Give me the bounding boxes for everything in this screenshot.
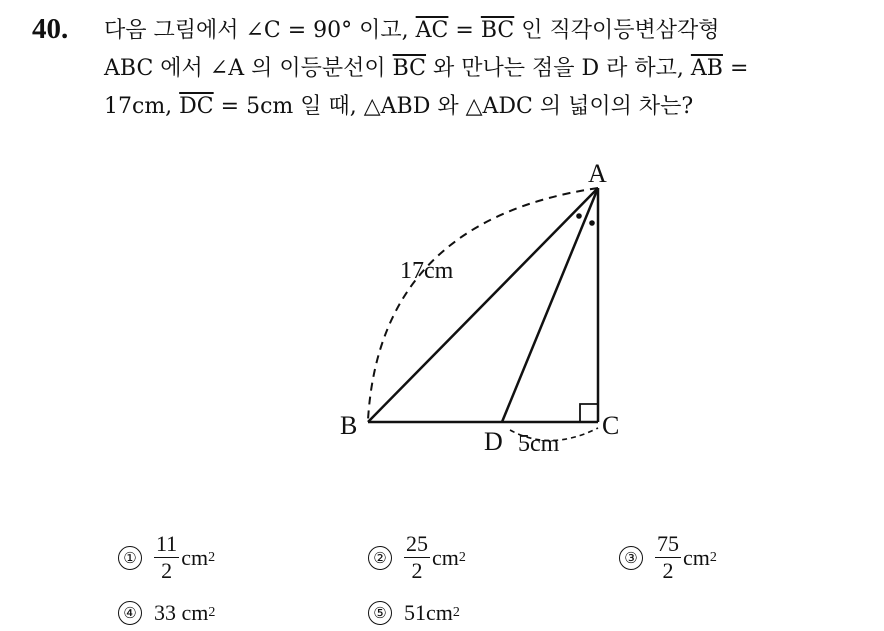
choice-2-denominator: 2: [411, 558, 423, 583]
ab-length-label: 17cm: [400, 258, 454, 284]
line1-eq: =: [448, 18, 481, 43]
segment-dc: $\overline{DC}$: [179, 94, 214, 119]
choice-5[interactable]: [368, 600, 460, 626]
choice-3[interactable]: [619, 533, 717, 582]
angle-mark-2: [589, 220, 595, 226]
right-angle-mark: [580, 404, 598, 422]
choice-1-numerator: 11: [156, 531, 178, 556]
segment-ab: $\overline{AB}$: [690, 56, 723, 81]
line2-mid: 와 만나는 점을 D 라 하고,: [426, 56, 691, 81]
choice-5-unit: cm: [426, 600, 453, 625]
segment-bc-2: $\overline{BC}$: [392, 56, 427, 81]
choice-3-exponent: 2: [709, 549, 717, 565]
choice-2-fraction: [404, 533, 430, 582]
angle-mark-1: [576, 213, 582, 219]
choice-4-value: 33: [154, 600, 176, 625]
segment-bc: $\overline{BC}$: [480, 18, 515, 43]
point-a-label: A: [588, 159, 607, 188]
choice-1[interactable]: [118, 533, 215, 582]
choice-2-exponent: 2: [458, 549, 466, 565]
triangle-figure: [320, 150, 650, 470]
point-c-label: C: [602, 411, 620, 440]
choice-2-mark: ②: [368, 546, 392, 570]
choice-3-denominator: 2: [662, 558, 674, 583]
segment-ac: $\overline{AC}$: [415, 18, 449, 43]
point-b-label: B: [340, 411, 358, 440]
choice-1-exponent: 2: [208, 549, 216, 565]
triangle-svg: [320, 150, 650, 470]
line3-post: = 5cm 일 때, △ABD 와 △ADC 의 넓이의 차는?: [213, 94, 694, 119]
question-number: 40.: [32, 13, 69, 45]
question-line-2: [104, 54, 748, 84]
line3-pre: 17cm,: [104, 94, 180, 119]
choice-3-unit: cm: [683, 544, 710, 570]
line2-pre: ABC 에서 ∠A 의 이등분선이: [104, 56, 393, 81]
choice-5-value: 51: [404, 600, 426, 625]
choice-3-mark: ③: [619, 546, 643, 570]
bisector-ad: [502, 188, 598, 422]
side-ab: [368, 188, 598, 422]
choice-3-fraction: [655, 533, 681, 582]
choice-4-unit: cm: [176, 600, 209, 625]
line1-pre: 다음 그림에서 ∠C = 90° 이고,: [104, 18, 416, 43]
question-line-3: [104, 92, 693, 122]
choice-1-mark: ①: [118, 546, 142, 570]
choice-1-denominator: 2: [161, 558, 173, 583]
dc-length-label: 5cm: [518, 431, 560, 457]
question-line-1: [104, 16, 720, 46]
choice-2-unit: cm: [432, 544, 459, 570]
choice-4-exponent: 2: [208, 605, 216, 620]
choice-5-exponent: 2: [452, 605, 460, 620]
choice-2-numerator: 25: [406, 531, 428, 556]
point-d-label: D: [484, 427, 503, 456]
choice-4[interactable]: [118, 600, 215, 626]
choice-1-fraction: [154, 533, 179, 582]
choice-2[interactable]: [368, 533, 466, 582]
line1-post: 인 직각이등변삼각형: [514, 18, 720, 43]
choice-5-mark: ⑤: [368, 601, 392, 625]
choice-3-numerator: 75: [657, 531, 679, 556]
line2-post: =: [722, 56, 749, 81]
choice-1-unit: cm: [181, 544, 209, 570]
choice-4-mark: ④: [118, 601, 142, 625]
